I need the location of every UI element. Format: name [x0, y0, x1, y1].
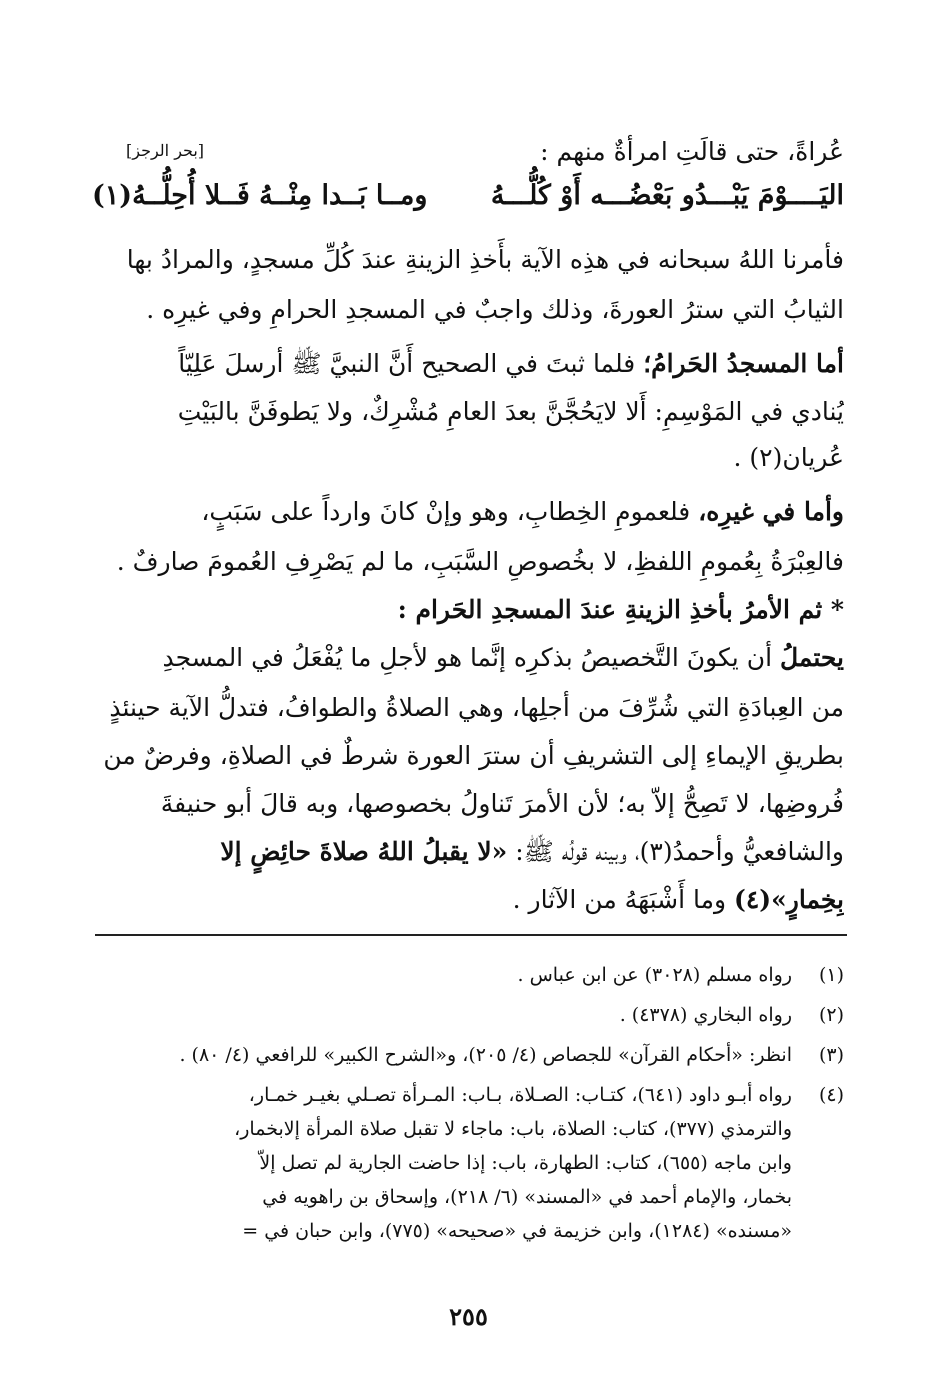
poem-hemistich-1: اليَــــوْمَ يَبْـــدُو بَعْضُـــه أَوْ كُلُّـــهُ — [490, 180, 844, 211]
footnote-number: (٢) — [818, 1004, 844, 1026]
para4-tail: وما أَشْبَهَهُ من الآثار . — [512, 885, 735, 914]
footnote-text-line: بخمار، والإمام أحمد في «المسند» (٦/ ٢١٨)، وإسحاق بن راهويه في — [262, 1186, 792, 1208]
footnote-text-line: «مسنده» (١٢٨٤)، وابن خزيمة في «صحيحه» (٧٧٥)، وابن حبان في = — [242, 1220, 792, 1242]
footnote-text: انظر: «أحكام القرآن» للجصاص (٤/ ٢٠٥)، و«الشرح الكبير» للرافعي (٤/ ٨٠) . — [179, 1044, 792, 1066]
para2-lead: أما المسجدُ الحَرامُ؛ — [643, 349, 844, 378]
para1-line-2: الثيابُ التي سترُ العورةَ، وذلك واجبٌ في المسجدِ الحرامِ وفي غيرِه . — [146, 295, 844, 324]
poem-verse — [92, 180, 844, 226]
hadith-quote: «لا يقبلُ اللهُ صلاةَ حائِضٍ إلا — [220, 837, 508, 866]
para4-line-2: من العِبادَةِ التي شُرِّفَ من أجلِها، وهي الصلاةُ والطوافُ، فتدلُّ الآية حينئذٍ — [109, 693, 844, 722]
footnote-text: رواه مسلم (٣٠٢٨) عن ابن عباس . — [517, 964, 792, 986]
para4-text-5: والشافعيُّ وأحمدُ(٣)، وبينه قولُه ﷺ: — [515, 837, 844, 866]
para3-text-1: فلعمومِ الخِطابِ، وهو وإنْ كانَ وارداً على سَبَبٍ، — [201, 497, 699, 526]
footnote-text-line: والترمذي (٣٧٧)، كتاب: الصلاة، باب: ماجاء لا تقبل صلاة المرأة إلابخمار، — [234, 1118, 792, 1140]
footnote-text-line: وابن ماجه (٦٥٥)، كتاب: الطهارة، باب: إذا حاضت الجارية لم تصل إلاّ — [259, 1152, 792, 1174]
intro-text: عُراةً، حتى قالَتِ امرأةٌ منهم : — [540, 137, 844, 166]
para2-line-3: عُريان(٢) . — [733, 443, 844, 472]
poem-hemistich-2: ومــا بَــدا مِنْــهُ فَــلا أُحِلُّــهُ(١) — [92, 180, 428, 211]
para4-line-3: بطريقِ الإيماءِ إلى التشريفِ أن سترَ العورة شرطٌ في الصلاةِ، وفرضٌ من — [103, 741, 844, 770]
meter-tag: [بحر الرجز] — [126, 141, 205, 160]
para2-line-2: يُنادي في المَوْسِمِ: أَلا لايَحُجَّنَّ بعدَ العامِ مُشْرِكٌ، ولا يَطوفَنَّ بالبَيْتِ — [177, 397, 844, 426]
para3-line-2: فالعِبْرَةُ بِعُمومِ اللفظِ، لا بخُصوصِ السَّبَبِ، ما لم يَصْرِفِ العُمومَ صارفٌ . — [116, 547, 844, 576]
footnote-separator — [95, 934, 847, 936]
footnote-number: (٣) — [818, 1044, 844, 1066]
para2-text-1: فلما ثبتَ في الصحيح أَنَّ النبيَّ ﷺ أرسلَ عَلِيّاً — [178, 349, 644, 378]
para2-line-1 — [92, 340, 844, 388]
para1-line-1: فأمرنا اللهُ سبحانه في هذِه الآية بأَخذِ الزينةِ عندَ كُلِّ مسجدٍ، والمرادُ بها — [126, 245, 844, 274]
para4-line-4: فُروضِها، لا تَصِحُّ إلاّ به؛ لأن الأمرَ تَناولُ بخصوصها، وبه قالَ أبو حنيفةَ — [160, 789, 844, 818]
footnote-number: (٤) — [818, 1084, 844, 1106]
para4-line-6 — [92, 876, 844, 924]
page-number: ٢٥٥ — [449, 1302, 488, 1331]
footnote-1 — [92, 958, 844, 992]
para3-lead: وأما في غيرِه، — [698, 497, 844, 526]
para4-text-1: أن يكونَ التَّخصيصُ بذكرِه إنَّما هو لأجلِ ما يُفْعَلُ في المسجدِ — [162, 643, 780, 672]
footnote-text-line: رواه أبـو داود (٦٤١)، كتـاب: الصـلاة، بـاب: المـرأة تصـلي بغيـر خمـار، — [248, 1084, 792, 1106]
para4-line-1 — [92, 634, 844, 682]
footnote-2 — [92, 998, 844, 1032]
intro-line — [92, 128, 844, 176]
para4-line-5 — [92, 828, 844, 876]
footnote-4 — [92, 1078, 844, 1268]
footnote-text: رواه البخاري (٤٣٧٨) . — [619, 1004, 792, 1026]
hadith-quote-end: بِخِمارٍ»(٤) — [734, 885, 844, 914]
para3-line-1 — [92, 488, 844, 536]
section-heading: * ثم الأمرُ بأخذِ الزينةِ عندَ المسجدِ الحَرام : — [397, 595, 844, 624]
footnote-3 — [92, 1038, 844, 1072]
footnote-number: (١) — [818, 964, 844, 986]
para4-lead: يحتملُ — [779, 643, 844, 672]
